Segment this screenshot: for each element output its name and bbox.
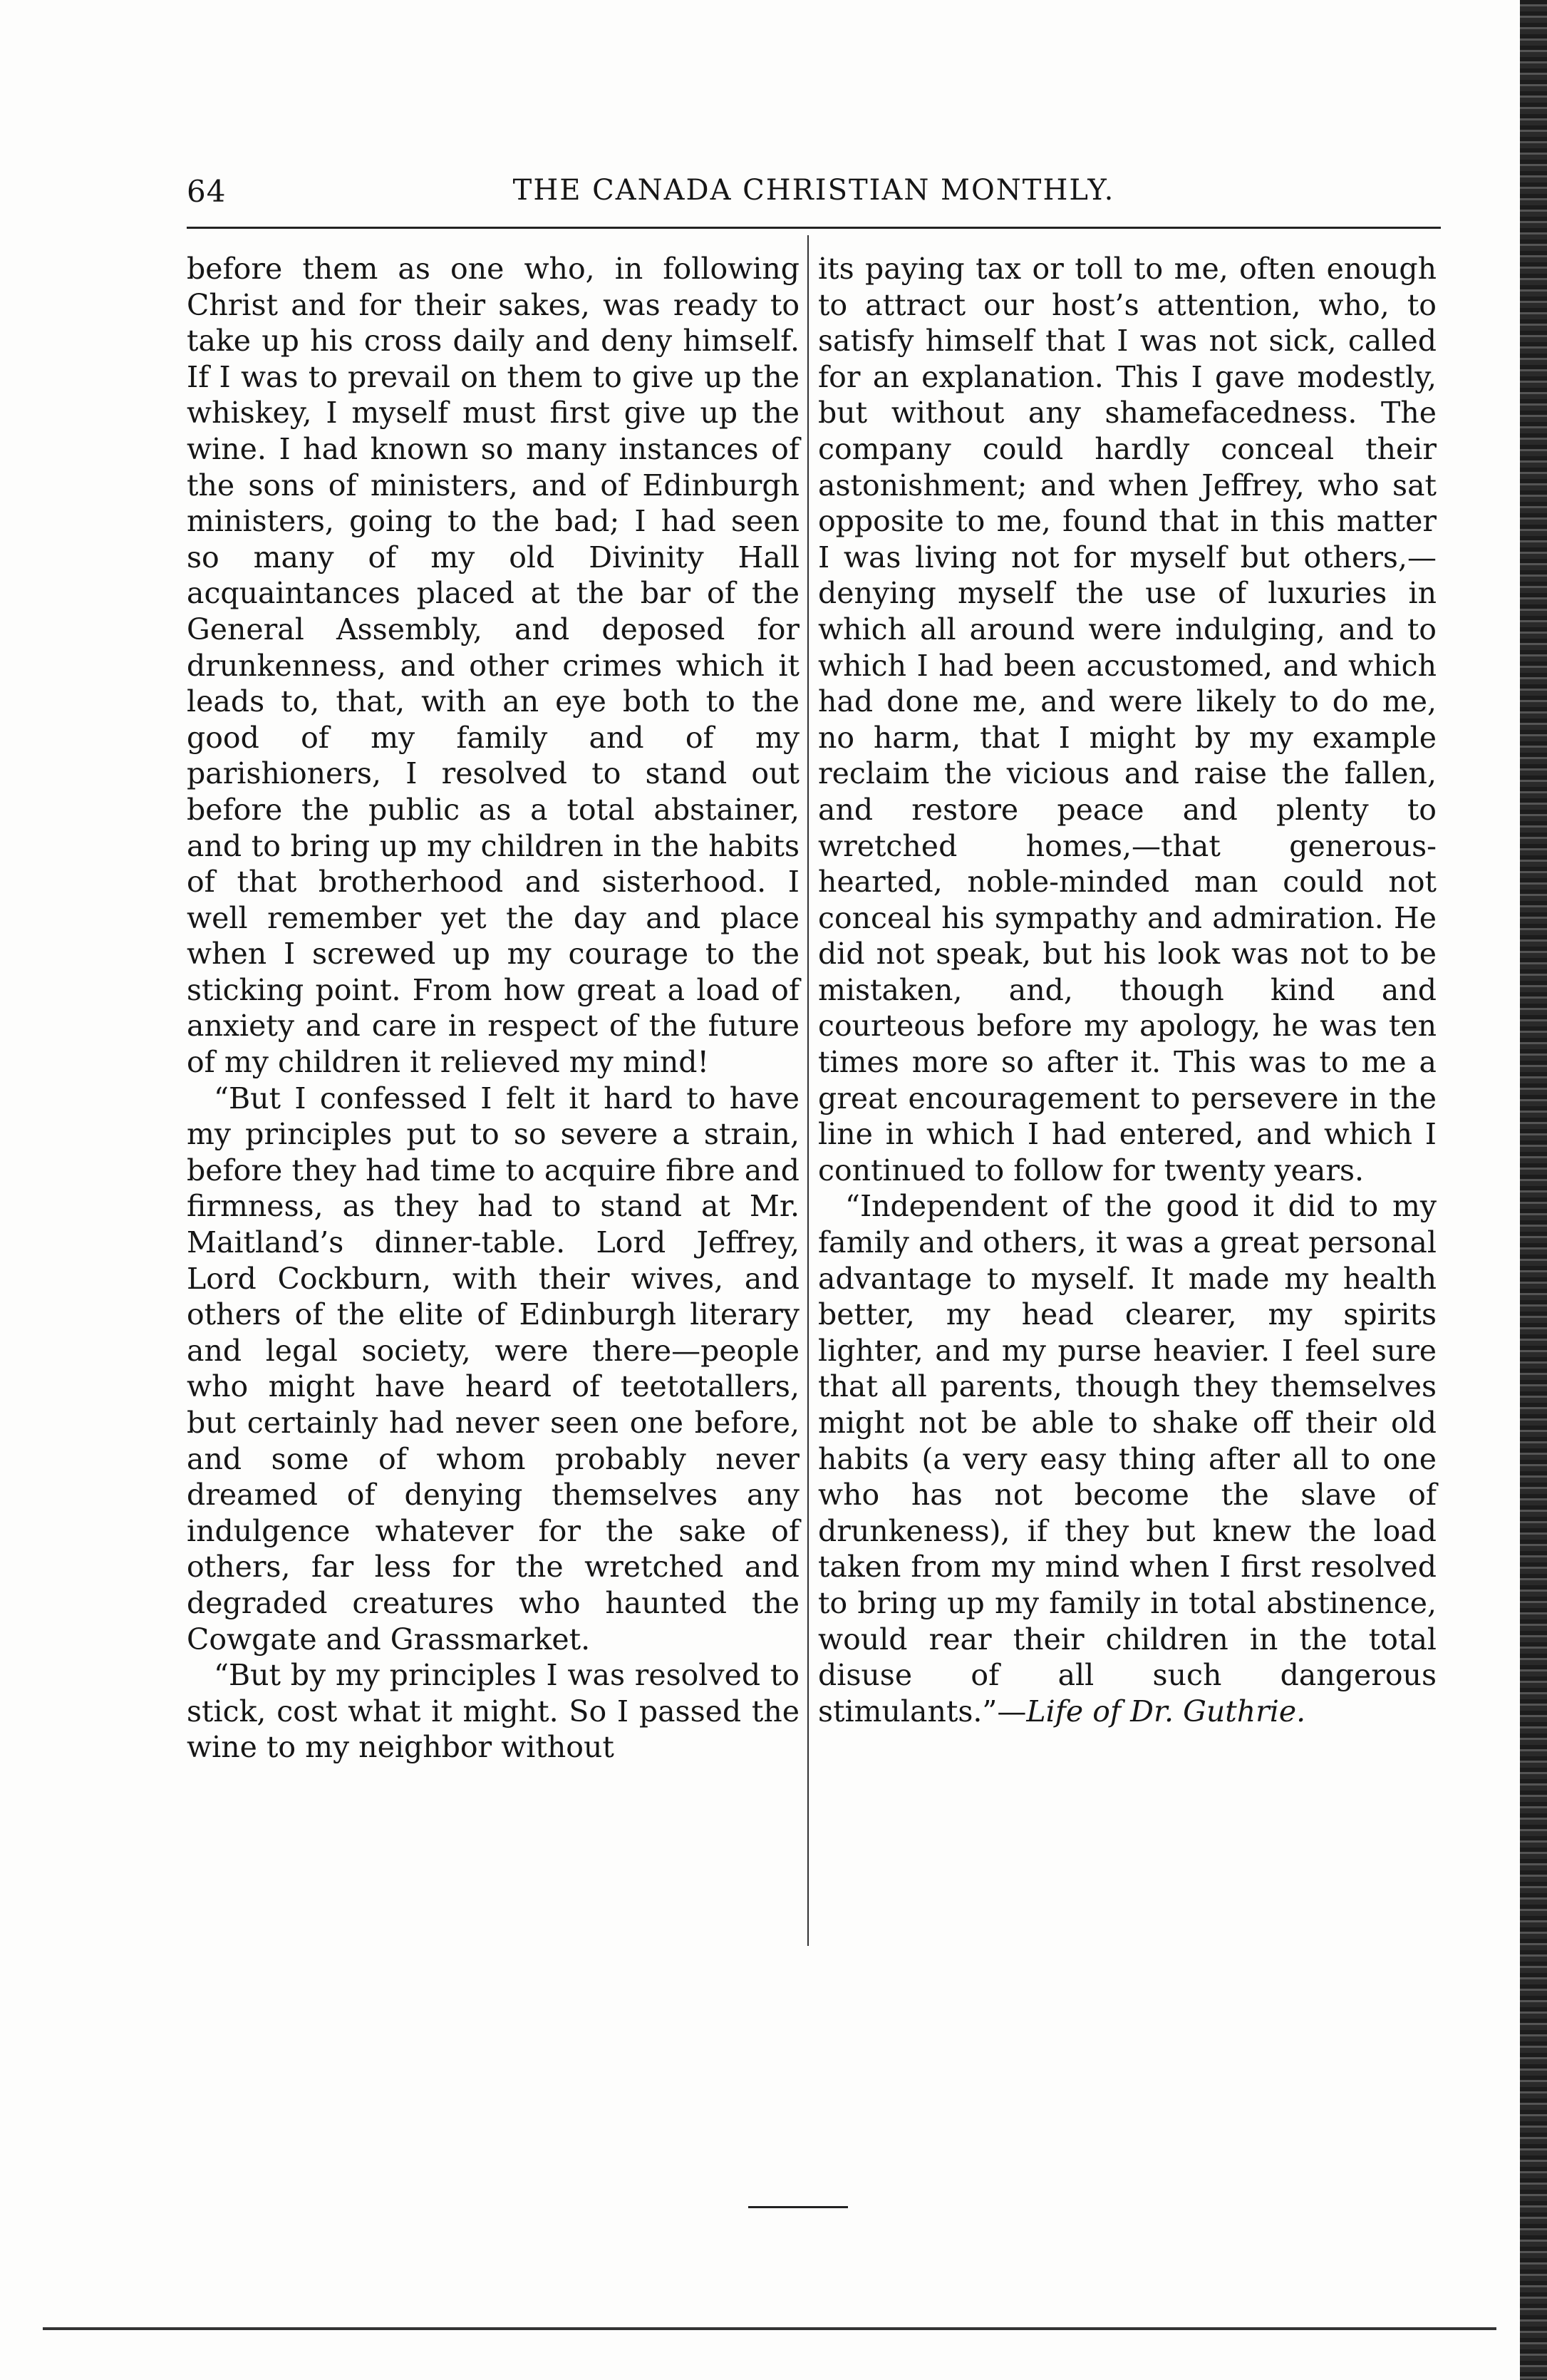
running-title: THE CANADA CHRISTIAN MONTHLY. xyxy=(512,174,1115,207)
paragraph: before them as one who, in following Christ and for their sakes, was ready to take up his cross daily and deny himself. If I was to prevail on them to give up the whiskey, I myself must first give up the wine. I had known so many instances of the sons of ministers, and of Edinburgh ministers, going to the bad; I had seen so many of my old Divinity Hall acquaintances placed at the bar of the General Assembly, and deposed for drunkenness, and other crimes which it leads to, that, with an eye both to the good of my family and of my parishioners, I resolved to stand out before the public as a total abstainer, and to bring up my children in the habits of that brotherhood and sisterhood. I well remember yet the day and place when I screwed up my courage to the sticking point. From how great a load of anxiety and care in respect of the future of my children it relieved my mind! xyxy=(187,252,800,1080)
binding-edge xyxy=(1520,0,1547,2380)
left-column xyxy=(187,251,800,1766)
page-header xyxy=(187,174,1441,217)
paragraph: its paying tax or toll to me, often enough to attract our host’s attention, who, to satisfy himself that I was not sick, called for an explanation. This I gave modestly, but without any shamefacedness. The company could hardly conceal their astonishment; and when Jeffrey, who sat opposite to me, found that in this matter I was living not for myself but others,—denying myself the use of luxuries in which all around were indulging, and to which I had been accustomed, and which had done me, and were likely to do me, no harm, that I might by my example reclaim the vicious and raise the fallen, and restore peace and plenty to wretched homes,—that generous-hearted, noble-minded man could not conceal his sympathy and admiration. He did not speak, but his look was not to be mistaken, and, though kind and courteous before my apology, he was ten times more so after it. This was to me a great encouragement to persevere in the line in which I had entered, and which I continued to follow for twenty years. xyxy=(818,252,1437,1188)
section-end-rule xyxy=(748,2206,848,2208)
bottom-rule xyxy=(43,2327,1496,2330)
paragraph: “But by my principles I was resolved to stick, cost what it might. So I passed the wine to my neighbor without xyxy=(187,1658,800,1765)
page-number: 64 xyxy=(187,174,227,209)
paragraph xyxy=(818,1188,1437,1729)
right-column xyxy=(818,251,1437,1729)
paragraph-text: “Independent of the good it did to my family and others, it was a great personal advantage to myself. It made my health better, my head clearer, my spirits lighter, and my purse heavier. I feel sure that all parents, though they themselves might not be able to shake off their old habits (a very easy thing after all to one who has not become the slave of drunkeness), if they but knew the load taken from my mind when I first resolved to bring up my family in total abstinence, would rear their children in the total disuse of all such dangerous stimulants.”— xyxy=(818,1189,1437,1729)
column-divider xyxy=(807,235,809,1946)
paragraph: “But I confessed I felt it hard to have my principles put to so severe a strain, before they had time to acquire fibre and firmness, as they had to stand at Mr. Maitland’s dinner-table. Lord Jeffrey, Lord Cockburn, with their wives, and others of the elite of Edinburgh literary and legal society, were there—people who might have heard of teetotallers, but certainly had never seen one before, and some of whom probably never dreamed of denying themselves any indulgence whatever for the sake of others, far less for the wretched and degraded creatures who haunted the Cowgate and Grassmarket. xyxy=(187,1081,800,1657)
citation: Life of Dr. Guthrie. xyxy=(1026,1694,1306,1729)
header-rule xyxy=(187,227,1441,229)
